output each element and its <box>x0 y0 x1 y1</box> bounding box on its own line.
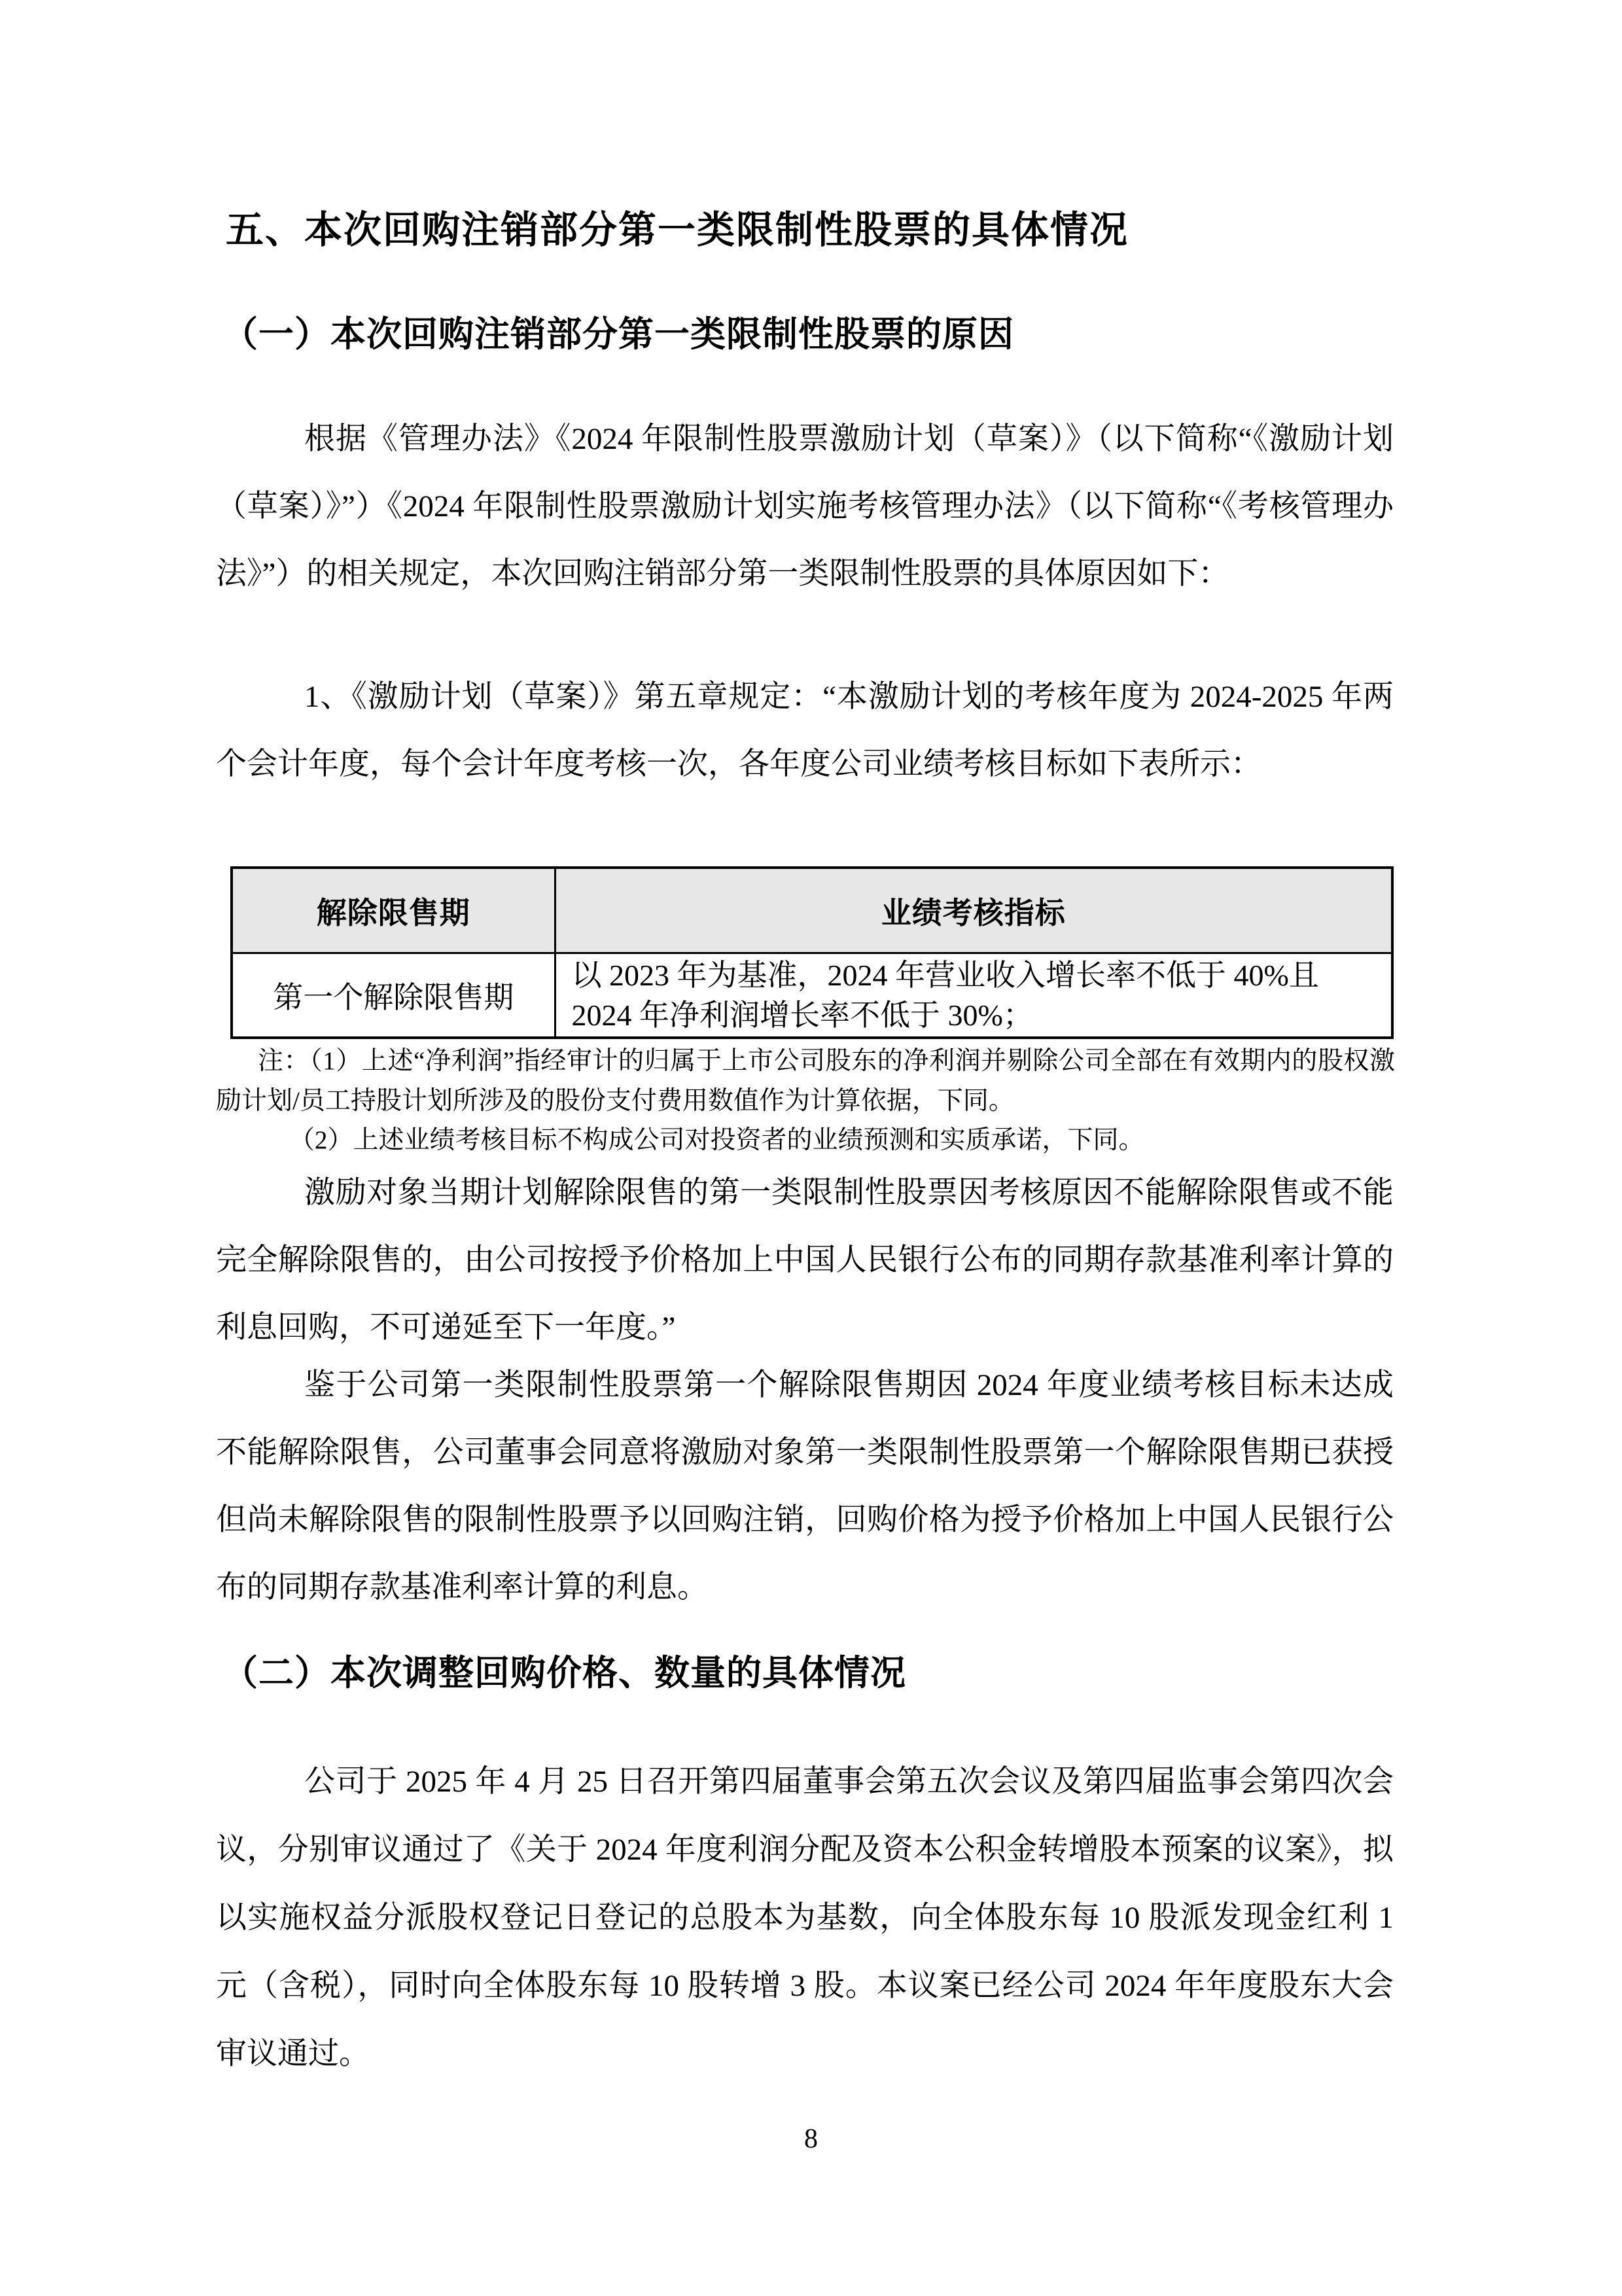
paragraph-plan-chapter5-rule: 1、《激励计划（草案）》第五章规定：“本激励计划的考核年度为 2024-2025 年两个会计年度，每个会计年度考核一次，各年度公司业绩考核目标如下表所示： <box>216 680 1394 781</box>
section-5-1-heading: （一）本次回购注销部分第一类限制性股票的原因 <box>222 315 1014 354</box>
cell-first-lockup-period: 第一个解除限售期 <box>232 953 555 1038</box>
page-number: 8 <box>804 2124 818 2154</box>
table-note-1: 注：（1）上述“净利润”指经审计的归属于上市公司股东的净利润并剔除公司全部在有效期内的股权激励计划/员工持股计划所涉及的股份支付费用数值作为计算依据，下同。 <box>216 1047 1395 1115</box>
header-cell-lockup-period: 解除限售期 <box>232 868 555 953</box>
table-row <box>232 953 1392 1038</box>
paragraph-repurchase-rule: 激励对象当期计划解除限售的第一类限制性股票因考核原因不能解除限售或不能完全解除限售的，由公司按授予价格加上中国人民银行公布的同期存款基准利率计算的利息回购，不可递延至下一年度。” <box>216 1176 1394 1345</box>
table-header-row <box>232 868 1392 953</box>
paragraph-price-quantity-adjustment: 公司于 2025 年 4 月 25 日召开第四届董事会第五次会议及第四届监事会第四次会议，分别审议通过了《关于 2024 年度利润分配及资本公积金转增股本预案的议案》，拟以实施权益分派股权登记日登记的总股本为基数，向全体股东每 10 股派发现金红利 1 元（含税），同时向全体股东每 10 股转增 3 股。本议案已经公司 2024 年年度股东大会审议通过。 <box>216 1765 1394 2071</box>
header-cell-performance-indicator: 业绩考核指标 <box>555 868 1392 953</box>
cell-performance-target: 以 2023 年为基准，2024 年营业收入增长率不低于 40%且 2024 年净利润增长率不低于 30%； <box>555 953 1392 1038</box>
performance-target-table <box>230 866 1394 1039</box>
paragraph-regulation-basis: 根据《管理办法》《2024 年限制性股票激励计划（草案）》（以下简称“《激励计划（草案）》”）《2024 年限制性股票激励计划实施考核管理办法》（以下简称“《考核管理办法》”）的相关规定，本次回购注销部分第一类限制性股票的具体原因如下： <box>216 422 1394 591</box>
section-5-heading: 五、本次回购注销部分第一类限制性股票的具体情况 <box>226 209 1129 251</box>
table-note-2: （2）上述业绩考核目标不构成公司对投资者的业绩预测和实质承诺，下同。 <box>289 1126 1144 1154</box>
paragraph-board-decision: 鉴于公司第一类限制性股票第一个解除限售期因 2024 年度业绩考核目标未达成不能解除限售，公司董事会同意将激励对象第一类限制性股票第一个解除限售期已获授但尚未解除限售的限制性股票予以回购注销，回购价格为授予价格加上中国人民银行公布的同期存款基准利率计算的利息。 <box>216 1368 1394 1604</box>
section-5-2-heading: （二）本次调整回购价格、数量的具体情况 <box>222 1653 906 1693</box>
